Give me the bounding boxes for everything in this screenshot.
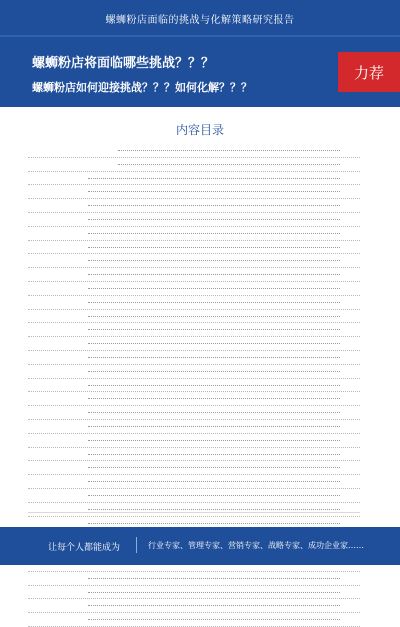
slogan-divider — [136, 537, 137, 553]
toc-leader-dots — [88, 481, 340, 483]
toc-entry[interactable] — [28, 296, 360, 310]
toc-leader-dots — [88, 495, 340, 497]
toc-leader-dots — [118, 150, 340, 152]
toc-leader-dots — [88, 191, 340, 193]
toc-entry[interactable] — [28, 213, 360, 227]
toc-entry[interactable] — [28, 241, 360, 255]
toc-leader-dots — [88, 426, 340, 428]
toc-leader-dots — [88, 605, 340, 607]
report-title: 螺蛳粉店面临的挑战与化解策略研究报告 — [105, 15, 295, 26]
toc-leader-dots — [88, 316, 340, 318]
toc-entry[interactable] — [28, 613, 360, 627]
toc-title: 内容目录 — [175, 123, 224, 137]
toc-leader-dots — [118, 164, 340, 166]
toc-entry[interactable] — [28, 158, 360, 172]
toc-leader-dots — [88, 412, 340, 414]
toc-entry[interactable] — [28, 503, 360, 517]
toc-entry[interactable] — [28, 185, 360, 199]
toc-entry[interactable] — [28, 434, 360, 448]
toc-leader-dots — [88, 357, 340, 359]
toc-entry[interactable] — [28, 144, 360, 158]
toc-entry[interactable] — [28, 379, 360, 393]
toc-entry[interactable] — [28, 227, 360, 241]
subline: 螺蛳粉店如何迎接挑战？？？如何化解？？？ — [32, 81, 252, 94]
recommend-seal: 力荐 — [338, 52, 400, 92]
toc-entry[interactable] — [28, 365, 360, 379]
toc-entry[interactable] — [28, 268, 360, 282]
toc-leader-dots — [88, 302, 340, 304]
toc-entry[interactable] — [28, 172, 360, 186]
toc-leader-dots — [88, 454, 340, 456]
toc-leader-dots — [88, 371, 340, 373]
toc-leader-dots — [88, 178, 340, 180]
toc-leader-dots — [88, 233, 340, 235]
toc-leader-dots — [88, 205, 340, 207]
footer-divider — [28, 512, 360, 513]
toc-leader-dots — [88, 509, 340, 511]
toc-entry[interactable] — [28, 351, 360, 365]
toc-entry[interactable] — [28, 337, 360, 351]
toc-leader-dots — [88, 274, 340, 276]
toc-entry[interactable] — [28, 254, 360, 268]
toc-leader-dots — [88, 343, 340, 345]
slogan-right: 行业专家、管理专家、营销专家、战略专家、成功企业家…… — [148, 541, 364, 550]
toc-leader-dots — [88, 398, 340, 400]
toc-leader-dots — [88, 329, 340, 331]
slogan-left: 让每个人都能成为 — [48, 543, 121, 553]
toc-leader-dots — [88, 247, 340, 249]
top-banner — [0, 0, 400, 35]
toc-entry[interactable] — [28, 323, 360, 337]
toc-entry[interactable] — [28, 572, 360, 586]
toc-leader-dots — [88, 385, 340, 387]
toc-leader-dots — [88, 578, 340, 580]
toc-leader-dots — [88, 440, 340, 442]
toc-leader-dots — [88, 523, 340, 525]
toc-entry[interactable] — [28, 586, 360, 600]
toc-leader-dots — [88, 288, 340, 290]
toc-entry[interactable] — [28, 599, 360, 613]
toc-entry[interactable] — [28, 406, 360, 420]
toc-leader-dots — [88, 619, 340, 621]
toc-entry[interactable] — [28, 461, 360, 475]
bottom-banner — [0, 527, 400, 565]
toc-leader-dots — [88, 467, 340, 469]
toc-entry[interactable] — [28, 475, 360, 489]
toc-entry[interactable] — [28, 199, 360, 213]
toc-entry[interactable] — [28, 392, 360, 406]
headline: 螺蛳粉店将面临哪些挑战？？？ — [32, 56, 215, 71]
toc-entry[interactable] — [28, 310, 360, 324]
toc-entry[interactable] — [28, 448, 360, 462]
toc-leader-dots — [88, 260, 340, 262]
toc-leader-dots — [88, 592, 340, 594]
toc-entry[interactable] — [28, 282, 360, 296]
toc-entry[interactable] — [28, 489, 360, 503]
toc-leader-dots — [88, 219, 340, 221]
toc-entry[interactable] — [28, 420, 360, 434]
